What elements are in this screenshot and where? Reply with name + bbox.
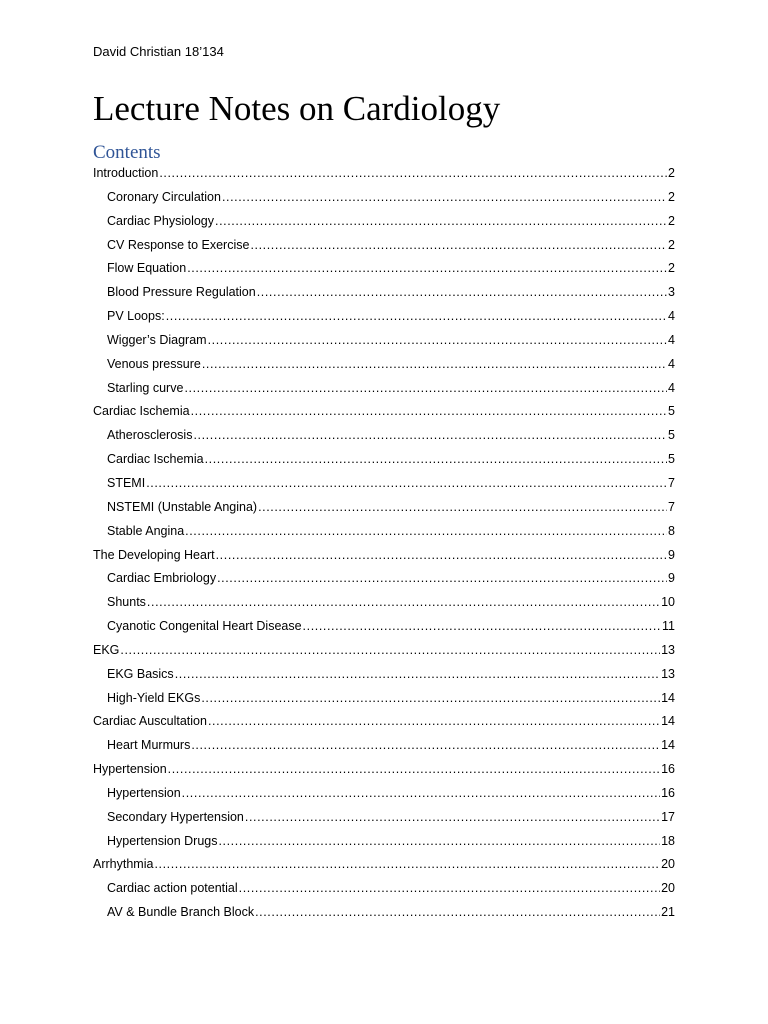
toc-entry-label[interactable]: Flow Equation (107, 261, 187, 276)
toc-dot-leader (166, 305, 667, 329)
toc-page-number[interactable]: 9 (668, 571, 675, 586)
toc-page-number[interactable]: 2 (668, 213, 675, 228)
toc-entry-label[interactable]: Cardiac Auscultation (93, 714, 207, 729)
toc-entry-label[interactable]: Stable Angina (107, 523, 185, 538)
toc-page-number[interactable]: 5 (668, 428, 675, 443)
toc-dot-leader (255, 901, 660, 925)
toc-dot-leader (191, 400, 667, 424)
toc-page-number[interactable]: 7 (668, 475, 675, 490)
toc-page-number[interactable]: 2 (668, 261, 675, 276)
toc-entry-label[interactable]: Cardiac Embriology (107, 571, 217, 586)
toc-entry-label[interactable]: EKG Basics (107, 666, 174, 681)
toc-entry-label[interactable]: Venous pressure (107, 356, 201, 371)
toc-dot-leader (184, 377, 667, 401)
toc-entry-label[interactable]: Atherosclerosis (107, 428, 193, 443)
toc-page-number[interactable]: 18 (661, 833, 675, 848)
toc-entry-label[interactable]: Cardiac Physiology (107, 213, 214, 228)
toc-dot-leader (154, 853, 660, 877)
toc-dot-leader (201, 687, 660, 711)
toc-entry[interactable] (93, 687, 675, 711)
toc-entry[interactable] (93, 853, 675, 877)
toc-entry[interactable] (93, 615, 675, 639)
toc-page-number[interactable]: 14 (661, 714, 675, 729)
contents-heading: Contents (93, 142, 161, 163)
toc-dot-leader (217, 567, 667, 591)
toc-entry[interactable] (93, 377, 675, 401)
toc-entry-label[interactable]: Hypertension (93, 762, 167, 777)
toc-dot-leader (175, 663, 660, 687)
toc-page-number[interactable]: 11 (662, 619, 675, 634)
toc-entry-label[interactable]: Heart Murmurs (107, 738, 191, 753)
toc-page-number[interactable]: 2 (668, 166, 675, 180)
toc-entry[interactable] (93, 400, 675, 424)
toc-entry-label[interactable]: Arrhythmia (93, 857, 154, 872)
toc-entry-label[interactable]: Introduction (93, 166, 159, 180)
toc-entry-label[interactable]: Starling curve (107, 380, 184, 395)
toc-entry-label[interactable]: CV Response to Exercise (107, 237, 250, 252)
toc-entry[interactable] (93, 567, 675, 591)
toc-entry[interactable] (93, 734, 675, 758)
toc-dot-leader (257, 281, 667, 305)
toc-dot-leader (187, 257, 667, 281)
toc-dot-leader (303, 615, 661, 639)
toc-entry-label[interactable]: Shunts (107, 595, 146, 610)
toc-page-number[interactable]: 4 (668, 380, 675, 395)
toc-page-number[interactable]: 17 (661, 809, 675, 824)
toc-dot-leader (168, 758, 660, 782)
toc-dot-leader (193, 424, 667, 448)
toc-page-number[interactable]: 4 (668, 309, 675, 324)
toc-entry-label[interactable]: PV Loops: (107, 309, 165, 324)
author-line: David Christian 18’134 (93, 44, 224, 59)
toc-entry[interactable] (93, 639, 675, 663)
toc-dot-leader (146, 472, 667, 496)
toc-page-number[interactable]: 16 (661, 762, 675, 777)
toc-entry-label[interactable]: Coronary Circulation (107, 189, 221, 204)
toc-entry[interactable] (93, 210, 675, 234)
toc-page-number[interactable]: 20 (661, 881, 675, 896)
toc-dot-leader (182, 782, 660, 806)
toc-page-number[interactable]: 13 (661, 642, 675, 657)
toc-entry-label[interactable]: NSTEMI (Unstable Angina) (107, 499, 258, 514)
toc-dot-leader (120, 639, 660, 663)
toc-entry[interactable] (93, 281, 675, 305)
toc-entry-label[interactable]: Blood Pressure Regulation (107, 285, 256, 300)
toc-entry[interactable] (93, 329, 675, 353)
toc-page-number[interactable]: 9 (668, 547, 675, 562)
toc-dot-leader (222, 186, 667, 210)
toc-entry[interactable] (93, 234, 675, 258)
toc-dot-leader (191, 734, 660, 758)
toc-entry-label[interactable]: STEMI (107, 475, 146, 490)
toc-dot-leader (216, 544, 667, 568)
toc-entry[interactable] (93, 710, 675, 734)
toc-entry[interactable] (93, 663, 675, 687)
toc-entry[interactable] (93, 782, 675, 806)
toc-page-number[interactable]: 16 (661, 785, 675, 800)
toc-page-number[interactable]: 13 (661, 666, 675, 681)
toc-entry-label[interactable]: Hypertension Drugs (107, 833, 218, 848)
toc-dot-leader (215, 210, 667, 234)
toc-entry[interactable] (93, 353, 675, 377)
toc-page-number[interactable]: 2 (668, 189, 675, 204)
toc-entry[interactable] (93, 544, 675, 568)
toc-entry[interactable] (93, 901, 675, 925)
toc-dot-leader (239, 877, 660, 901)
toc-entry[interactable] (93, 162, 675, 186)
toc-dot-leader (147, 591, 660, 615)
toc-entry[interactable] (93, 186, 675, 210)
toc-dot-leader (159, 162, 667, 186)
toc-dot-leader (258, 496, 667, 520)
toc-dot-leader (218, 830, 660, 854)
toc-dot-leader (205, 448, 667, 472)
toc-entry[interactable] (93, 472, 675, 496)
toc-entry[interactable] (93, 830, 675, 854)
toc-entry[interactable] (93, 591, 675, 615)
toc-entry[interactable] (93, 806, 675, 830)
toc-page-number[interactable]: 5 (668, 452, 675, 467)
toc-entry-label[interactable]: Hypertension (107, 785, 181, 800)
toc-page-number[interactable]: 14 (661, 738, 675, 753)
toc-dot-leader (208, 710, 660, 734)
toc-entry-label[interactable]: Cyanotic Congenital Heart Disease (107, 619, 302, 634)
toc-entry-label[interactable]: The Developing Heart (93, 547, 215, 562)
toc-page-number[interactable]: 3 (668, 285, 675, 300)
toc-entry[interactable] (93, 257, 675, 281)
toc-entry-label[interactable]: Cardiac action potential (107, 881, 238, 896)
toc-page-number[interactable]: 8 (668, 523, 675, 538)
toc-dot-leader (250, 234, 667, 258)
toc-entry-label[interactable]: Secondary Hypertension (107, 809, 244, 824)
toc-entry[interactable] (93, 520, 675, 544)
toc-entry[interactable] (93, 448, 675, 472)
toc-entry-label[interactable]: Cardiac Ischemia (107, 452, 204, 467)
toc-page-number[interactable]: 10 (661, 595, 675, 610)
toc-page-number[interactable]: 4 (668, 332, 675, 347)
toc-page-number[interactable]: 20 (661, 857, 675, 872)
toc-dot-leader (202, 353, 667, 377)
toc-dot-leader (208, 329, 667, 353)
toc-page-number[interactable]: 21 (661, 905, 675, 920)
toc-page-number[interactable]: 2 (668, 237, 675, 252)
toc-entry-label[interactable]: Cardiac Ischemia (93, 404, 190, 419)
toc-entry[interactable] (93, 424, 675, 448)
toc-dot-leader (185, 520, 667, 544)
toc-entry[interactable] (93, 877, 675, 901)
table-of-contents (93, 162, 675, 925)
toc-entry-label[interactable]: EKG (93, 642, 120, 657)
toc-page-number[interactable]: 5 (668, 404, 675, 419)
document-title: Lecture Notes on Cardiology (93, 89, 501, 128)
toc-page-number[interactable]: 14 (661, 690, 675, 705)
toc-entry[interactable] (93, 305, 675, 329)
toc-entry[interactable] (93, 758, 675, 782)
toc-entry-label[interactable]: High-Yield EKGs (107, 690, 201, 705)
toc-entry-label[interactable]: Wigger’s Diagram (107, 332, 207, 347)
toc-dot-leader (245, 806, 660, 830)
toc-page-number[interactable]: 7 (668, 499, 675, 514)
toc-page-number[interactable]: 4 (668, 356, 675, 371)
toc-entry-label[interactable]: AV & Bundle Branch Block (107, 905, 255, 920)
toc-entry[interactable] (93, 496, 675, 520)
